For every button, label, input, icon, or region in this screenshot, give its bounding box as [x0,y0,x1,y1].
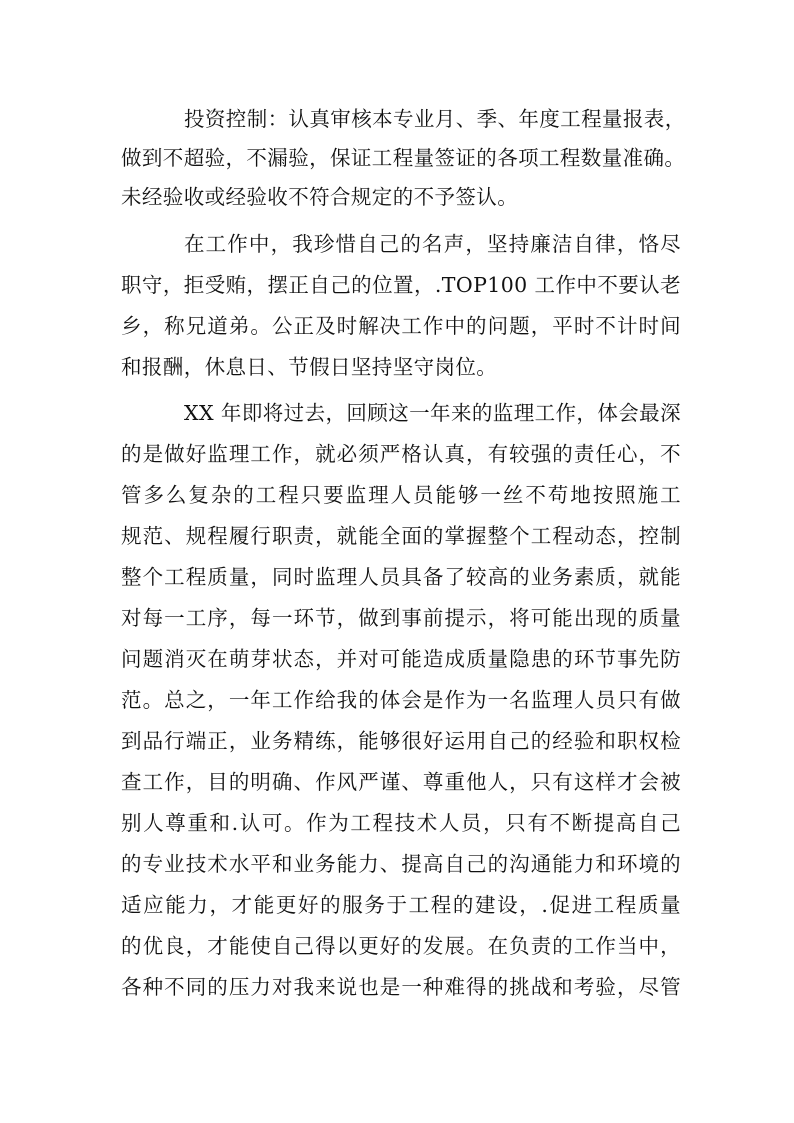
text-line: 和报酬，休息日、节假日坚持坚守岗位。 [121,355,498,379]
text-line: 问题消灭在萌芽状态，并对可能造成质量隐患的环节事先防 [121,647,681,671]
text-line: 对每一工序，每一环节，做到事前提示，将可能出现的质量 [121,606,681,630]
text-line: 未经验收或经验收不符合规定的不予签认。 [121,185,519,209]
text-line: 规范、规程履行职责，就能全面的掌握整个工程动态，控制 [121,524,681,548]
text-line: 各种不同的压力对我来说也是一种难得的挑战和考验，尽管 [121,975,681,999]
text-line: 到品行端正，业务精练，能够很好运用自己的经验和职权检 [121,729,681,753]
text-line: 乡，称兄道弟。公正及时解决工作中的问题，平时不计时间 [121,314,681,338]
text-line: 在工作中，我珍惜自己的名声，坚持廉洁自律，恪尽 [184,232,681,256]
text-line: 投资控制：认真审核本专业月、季、年度工程量报表， [184,107,686,131]
text-line: 查工作，目的明确、作风严谨、尊重他人，只有这样才会被 [121,770,681,794]
text-line: 别人尊重和.认可。作为工程技术人员，只有不断提高自己 [121,811,681,835]
text-line: 职守，拒受贿，摆正自己的位置，.TOP100 工作中不要认老 [121,273,681,297]
text-line: 范。总之，一年工作给我的体会是作为一名监理人员只有做 [121,688,681,712]
text-line: 做到不超验，不漏验，保证工程量签证的各项工程数量准确。 [121,146,686,170]
text-line: 整个工程质量，同时监理人员具备了较高的业务素质，就能 [121,565,681,589]
text-line: 管多么复杂的工程只要监理人员能够一丝不苟地按照施工 [121,483,681,507]
text-line: XX 年即将过去，回顾这一年来的监理工作，体会最深 [184,401,681,425]
text-line: 的是做好监理工作，就必须严格认真，有较强的责任心，不 [121,442,681,466]
text-line: 适应能力，才能更好的服务于工程的建设，.促进工程质量 [121,893,681,917]
text-line: 的专业技术水平和业务能力、提高自己的沟通能力和环境的 [121,852,681,876]
text-line: 的优良，才能使自己得以更好的发展。在负责的工作当中， [121,934,681,958]
